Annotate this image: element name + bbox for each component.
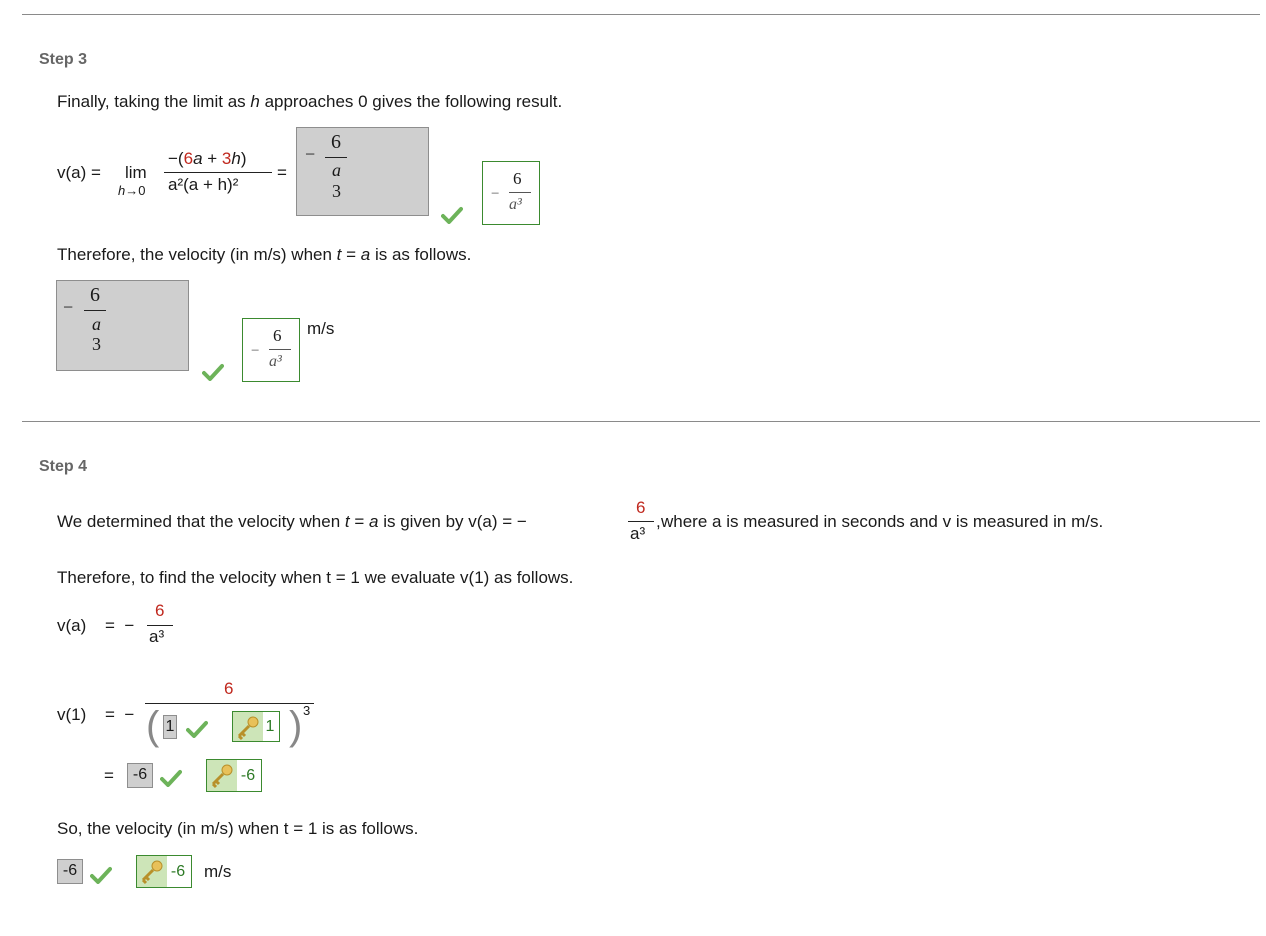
correct-answer-limit: − 6 a³ <box>482 161 540 225</box>
correct-check-icon <box>90 866 112 884</box>
va-den: a³ <box>149 627 165 646</box>
final-unit: m/s <box>204 862 232 881</box>
va-num: 6 <box>155 601 165 620</box>
correct-answer-velocity: − 6 a³ <box>242 318 300 382</box>
step4-title: Step 4 <box>39 458 88 475</box>
v1-exponent: 3 <box>303 703 311 718</box>
key-icon <box>137 856 167 886</box>
determined-frac-bar <box>628 521 654 522</box>
step3-lhs: v(a) = <box>57 163 101 182</box>
correct-check-icon <box>186 720 208 738</box>
equals-sign: = <box>277 163 287 182</box>
va-lhs: v(a) <box>57 616 87 635</box>
step3-title: Step 3 <box>39 51 88 68</box>
step4-so-text: So, the velocity (in m/s) when t = 1 is as follows. <box>57 819 419 838</box>
determined-frac-num: 6 <box>636 498 646 517</box>
result-eq: = <box>104 766 114 785</box>
velocity-unit: m/s <box>307 319 335 338</box>
lim-label: lim <box>125 163 147 182</box>
student-answer-limit[interactable]: − 6 a 3 <box>296 127 429 216</box>
result-key-answer: -6 <box>206 759 262 792</box>
va-eq: = − <box>105 616 135 635</box>
limit-denominator: a²(a + h)² <box>168 175 239 194</box>
right-paren: ) <box>289 704 303 748</box>
key-icon <box>207 760 237 790</box>
v1-num: 6 <box>224 679 234 698</box>
correct-check-icon <box>202 363 224 381</box>
limit-numerator: −(6a + 3h) <box>168 149 247 168</box>
determined-comma: , <box>656 512 661 531</box>
v1-student-input[interactable]: 1 <box>163 715 177 739</box>
lim-subscript: h→0 <box>118 183 146 198</box>
v1-eq: = − <box>105 705 135 724</box>
left-paren: ( <box>146 704 160 748</box>
key-icon <box>233 712 263 742</box>
student-answer-velocity[interactable]: − 6 a 3 <box>56 280 189 371</box>
correct-check-icon <box>441 206 463 224</box>
result-student-input[interactable]: -6 <box>127 763 153 788</box>
divider-top <box>22 14 1260 15</box>
step3-therefore: Therefore, the velocity (in m/s) when t = a is as follows. <box>57 245 472 264</box>
step4-determined: We determined that the velocity when t = a is given by v(a) = − <box>57 512 527 531</box>
divider-middle <box>22 421 1260 422</box>
correct-check-icon <box>160 769 182 787</box>
determined-frac-den: a³ <box>630 524 646 543</box>
va-frac-bar <box>147 625 173 626</box>
final-key-answer: -6 <box>136 855 192 888</box>
determined-tail: where a is measured in seconds and v is measured in m/s. <box>661 512 1104 531</box>
step3-intro: Finally, taking the limit as h approaches 0 gives the following result. <box>57 92 563 111</box>
step4-therefore-find: Therefore, to find the velocity when t = 1 we evaluate v(1) as follows. <box>57 568 574 587</box>
v1-key-answer: 1 <box>232 711 280 742</box>
limit-fraction-bar <box>164 172 272 173</box>
v1-lhs: v(1) <box>57 705 87 724</box>
final-student-input[interactable]: -6 <box>57 859 83 884</box>
